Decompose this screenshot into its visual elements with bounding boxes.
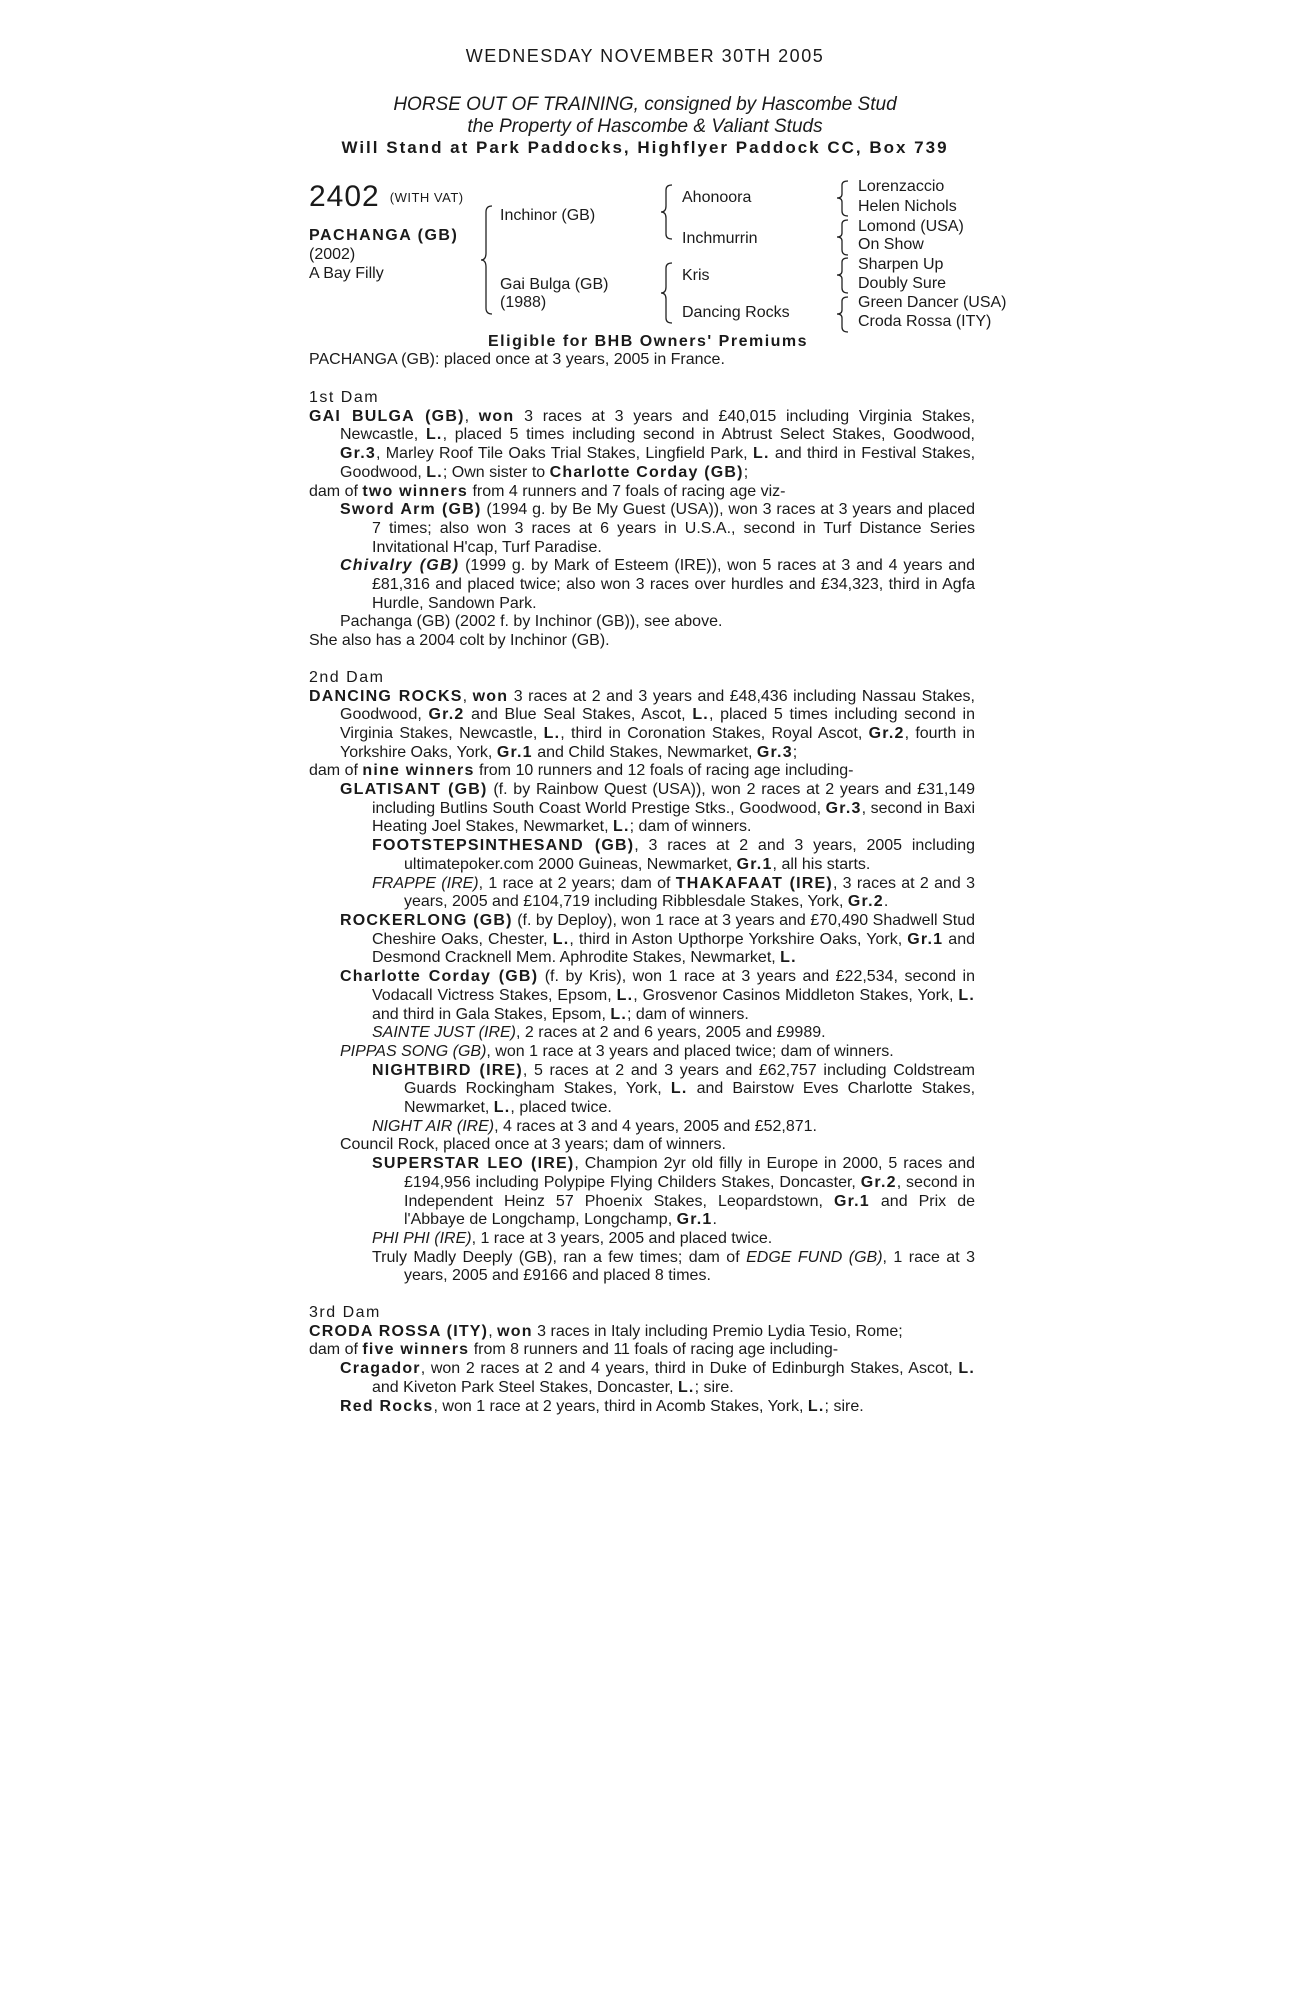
text-run: , 1 race at 3 years, 2005 and £9166 and placed 8 times. (404, 1248, 975, 1285)
stand-location: Will Stand at Park Paddocks, Highflyer Paddock CC, Box 739 (341, 138, 949, 157)
produce-charlotte-corday (309, 968, 975, 1024)
text-run: and Desmond Cracknell Mem. Aphrodite Stakes, Newmarket, (372, 930, 975, 967)
horse-year: (2002) (309, 246, 356, 263)
produce-truly-madly-deeply (309, 1249, 975, 1286)
text-run: (1999 g. by Mark of Esteem (IRE)), won 5 races at 3 and 4 years and £81,316 and placed twice; also won 3 races over hurdles and £34,323, third in Agfa Hurdle, Sandown Park. (372, 557, 976, 612)
text-run: and Child Stakes, Newmarket, (532, 743, 757, 761)
produce-sainte-just (309, 1024, 975, 1043)
pedigree-sire-sire: Ahonoora (682, 189, 752, 206)
text-run: Council Rock, placed once at 3 years; dam of winners. (340, 1136, 726, 1154)
text-run: , (464, 407, 479, 425)
text-run: won (478, 407, 515, 425)
text-run: , 2 races at 2 and 6 years, 2005 and £9989. (516, 1024, 826, 1042)
second-dam-heading: 2nd Dam (309, 668, 385, 686)
pedigree-g3-croda-rossa: Croda Rossa (ITY) (858, 313, 992, 330)
pedigree-g3-on-show: On Show (858, 236, 924, 253)
produce-2004-colt (309, 632, 975, 651)
third-dam-produce-summary (309, 1341, 975, 1360)
text-run: , placed 5 times including second in Abtrust Select Stakes, Goodwood, (442, 426, 975, 444)
text-run: and Bairstow Eves Charlotte Stakes, Newmarket, (404, 1080, 976, 1117)
pedigree-bracket-g3-3 (836, 257, 850, 294)
text-run: (1994 g. by Be My Guest (USA)), won 3 races at 3 years and placed 7 times; also won 3 races at 6 years in U.S.A., second in Turf Distance Series Invitational H'cap, Turf Paradise. (372, 501, 976, 556)
pedigree-bracket-g3-1 (836, 180, 850, 217)
text-run: NIGHTBIRD (IRE) (372, 1061, 523, 1079)
text-run: L. (692, 706, 709, 724)
first-dam-heading: 1st Dam (309, 389, 380, 406)
text-run: SAINTE JUST (IRE) (372, 1024, 517, 1042)
text-run: two winners (362, 482, 469, 500)
text-run: , Champion 2yr old filly in Europe in 2000, 5 races and £194,956 including Polypipe Flying Childers Stakes, Doncaster, (404, 1155, 976, 1191)
text-run: , 3 races at 2 and 3 years, 2005 including ultimatepoker.com 2000 Guineas, Newmarket, (404, 837, 975, 873)
text-run: , placed twice. (510, 1099, 612, 1117)
produce-superstar-leo (309, 1155, 975, 1230)
text-run: L. (958, 1360, 975, 1378)
text-run: dam of (309, 762, 363, 780)
text-run: ; dam of winners. (626, 1005, 749, 1023)
text-run: , 1 race at 3 years, 2005 and placed twice. (471, 1229, 773, 1247)
section-gap (309, 1286, 975, 1304)
text-run: and Prix de l'Abbaye de Longchamp, Longchamp, (404, 1192, 975, 1229)
text-run: L. (958, 986, 976, 1004)
text-run: SUPERSTAR LEO (IRE) (372, 1155, 575, 1173)
text-run: Charlotte Corday (GB) (549, 463, 744, 481)
text-run: She also has a 2004 colt by Inchinor (GB). (309, 632, 610, 650)
produce-night-air (309, 1118, 975, 1137)
text-run: Gr.2 (868, 724, 905, 742)
pedigree-dam-year: (1988) (500, 294, 547, 311)
text-run: L. (543, 724, 561, 742)
pedigree-g3-lorenzaccio: Lorenzaccio (858, 178, 945, 195)
text-run: L. (780, 949, 797, 967)
text-run: THAKAFAAT (IRE) (675, 874, 833, 892)
produce-pippas-song (309, 1043, 975, 1062)
text-run: , placed 5 times including second in Virginia Stakes, Newcastle, (340, 706, 976, 742)
produce-frappe (309, 875, 975, 912)
horse-info (309, 226, 458, 283)
produce-council-rock (309, 1136, 975, 1155)
text-run: . (712, 1211, 717, 1229)
text-run: , won 1 race at 2 years, third in Acomb Stakes, York, (433, 1397, 808, 1415)
text-run: Gr.2 (847, 893, 884, 911)
pedigree-g3-doubly-sure: Doubly Sure (858, 275, 947, 292)
text-run: CRODA ROSSA (ITY) (309, 1322, 489, 1340)
pedigree-g3-sharpen-up: Sharpen Up (858, 256, 944, 273)
text-run: ; sire. (824, 1397, 864, 1415)
text-run: won (472, 687, 509, 705)
text-run: dam of (309, 1341, 363, 1359)
section-gap (309, 651, 975, 669)
text-run: ; (743, 463, 749, 481)
text-run: FRAPPE (IRE) (372, 874, 479, 892)
text-run: L. (807, 1397, 825, 1415)
text-run: , second in Independent Heinz 57 Phoenix Stakes, Leopardstown, (404, 1173, 975, 1210)
text-run: ; (792, 743, 798, 761)
first-dam-record (309, 408, 975, 483)
text-run: Pachanga (GB) (2002 f. by Inchinor (GB)), see above. (340, 613, 723, 631)
produce-red-rocks (309, 1398, 975, 1417)
text-run: ; sire. (694, 1378, 734, 1396)
text-run: L. (616, 986, 634, 1004)
text-run: GLATISANT (GB) (340, 781, 488, 799)
produce-record (309, 389, 975, 1416)
pedigree-sire-dam: Inchmurrin (682, 230, 758, 247)
pedigree-bracket-g3-4 (836, 296, 850, 333)
produce-glatisant (309, 781, 975, 837)
vat-note: (WITH VAT) (389, 190, 464, 205)
produce-pachanga (309, 613, 975, 632)
pedigree-g3-green-dancer: Green Dancer (USA) (858, 294, 1007, 311)
text-run: L. (677, 1378, 695, 1396)
text-run: (f. by Deploy), won 1 race at 3 years and £70,490 Shadwell Stud Cheshire Oaks, Chester, (372, 911, 976, 948)
text-run: Gr.1 (676, 1211, 713, 1229)
text-run: ; Own sister to (442, 463, 550, 481)
produce-rockerlong (309, 912, 975, 968)
produce-cragador (309, 1360, 975, 1397)
text-run: 3 races at 2 and 3 years and £48,436 including Nassau Stakes, Goodwood, (340, 687, 976, 724)
text-run: FOOTSTEPSINTHESAND (GB) (372, 837, 635, 855)
text-run: from 4 runners and 7 foals of racing age viz- (468, 482, 786, 500)
text-run: Gr.1 (496, 743, 533, 761)
text-run: Gr.2 (860, 1173, 897, 1191)
horse-description: A Bay Filly (309, 265, 384, 282)
text-run: Red Rocks (340, 1397, 434, 1415)
text-run: from 10 runners and 12 foals of racing age including- (474, 762, 854, 780)
sale-date: WEDNESDAY NOVEMBER 30TH 2005 (465, 46, 825, 66)
text-run: , 1 race at 2 years; dam of (478, 874, 676, 892)
text-run: L. (425, 426, 443, 444)
text-run: , won 1 race at 3 years and placed twice; dam of winners. (486, 1042, 894, 1060)
text-run: NIGHT AIR (IRE) (372, 1117, 495, 1135)
text-run: GAI BULGA (GB) (309, 407, 465, 425)
text-run: Chivalry (GB) (340, 557, 460, 575)
pedigree-bracket-sire (660, 184, 674, 240)
text-run: , fourth in Yorkshire Oaks, York, (340, 724, 976, 761)
text-run: , 3 races at 2 and 3 years, 2005 and £104,719 including Ribblesdale Stakes, York, (404, 874, 975, 911)
text-run: Gr.1 (833, 1192, 870, 1210)
text-run: , won 2 races at 2 and 4 years, third in Duke of Edinburgh Stakes, Ascot, (420, 1360, 959, 1378)
text-run: L. (552, 930, 570, 948)
text-run: nine winners (362, 762, 475, 780)
consignment-line-1: HORSE OUT OF TRAINING, consigned by Hascombe Stud (393, 94, 897, 115)
first-dam-produce-summary (309, 483, 975, 502)
text-run: L. (670, 1080, 688, 1098)
text-run: and third in Festival Stakes, Goodwood, (340, 445, 976, 481)
text-run: . (883, 893, 889, 911)
second-dam-record (309, 688, 975, 763)
text-run: , second in Baxi Heating Joel Stakes, Newmarket, (372, 799, 975, 836)
text-run: , Marley Roof Tile Oaks Trial Stakes, Lingfield Park, (375, 445, 753, 463)
text-run: , third in Coronation Stakes, Royal Ascot, (560, 724, 869, 742)
text-run: ROCKERLONG (GB) (340, 911, 513, 929)
produce-sword-arm (309, 501, 975, 557)
text-run: Truly Madly Deeply (GB), ran a few times; dam of (372, 1248, 747, 1266)
text-run: Gr.3 (756, 743, 793, 761)
text-run: PHI PHI (IRE) (372, 1229, 472, 1247)
text-run: (f. by Kris), won 1 race at 3 years and £22,534, second in Vodacall Victress Stakes, Epsom, (372, 968, 975, 1004)
text-run: (f. by Rainbow Quest (USA)), won 2 races at 2 years and £31,149 including Butlins South Coast World Prestige Stks., Goodwood, (372, 781, 976, 817)
text-run: five winners (362, 1341, 470, 1359)
produce-nightbird (309, 1062, 975, 1118)
lot-number-value: 2402 (309, 180, 380, 213)
text-run: Gr.3 (825, 799, 862, 817)
text-run: and third in Gala Stakes, Epsom, (372, 1005, 611, 1023)
pedigree-dam-sire: Kris (682, 267, 710, 284)
text-run: and Kiveton Park Steel Stakes, Doncaster, (372, 1378, 678, 1396)
text-run: L. (752, 445, 770, 463)
pedigree-bracket-gen1 (480, 205, 494, 315)
text-run: PIPPAS SONG (GB) (340, 1042, 487, 1060)
lot-number (309, 180, 464, 214)
text-run: , 4 races at 3 and 4 years, 2005 and £52,871. (494, 1117, 817, 1135)
text-run: Gr.2 (428, 706, 465, 724)
pedigree-g3-helen-nichols: Helen Nichols (858, 198, 957, 215)
second-dam-produce-summary (309, 762, 975, 781)
third-dam-record (309, 1323, 975, 1342)
text-run: L. (493, 1099, 511, 1117)
text-run: , all his starts. (772, 855, 871, 873)
pedigree-bracket-g3-2 (836, 219, 850, 256)
text-run: , (462, 687, 473, 705)
text-run: Gr.1 (736, 855, 773, 873)
race-summary: PACHANGA (GB): placed once at 3 years, 2005 in France. (309, 351, 725, 368)
text-run: Gr.1 (907, 930, 944, 948)
produce-chivalry (309, 557, 975, 613)
pedigree-g3-lomond: Lomond (USA) (858, 218, 964, 235)
text-run: L. (613, 818, 630, 836)
consignment-line-2: the Property of Hascombe & Valiant Studs (467, 116, 823, 137)
text-run: DANCING ROCKS (309, 687, 463, 705)
text-run: Charlotte Corday (GB) (340, 968, 539, 986)
text-run: Sword Arm (GB) (340, 501, 482, 519)
text-run: L. (610, 1005, 627, 1023)
text-run: L. (426, 463, 443, 481)
horse-name: PACHANGA (GB) (309, 227, 459, 244)
pedigree-dam-dam: Dancing Rocks (682, 304, 790, 321)
pedigree-dam: Gai Bulga (GB) (500, 276, 609, 293)
text-run: Gr.3 (340, 445, 376, 463)
text-run: , (488, 1322, 498, 1340)
pedigree-bracket-dam (660, 262, 674, 324)
premium-eligibility: Eligible for BHB Owners' Premiums (488, 333, 809, 350)
text-run: and Blue Seal Stakes, Ascot, (464, 706, 693, 724)
text-run: 3 races in Italy including Premio Lydia Tesio, Rome; (532, 1322, 903, 1340)
text-run: won (497, 1322, 533, 1340)
text-run: , third in Aston Upthorpe Yorkshire Oaks, York, (569, 930, 908, 948)
text-run: EDGE FUND (GB) (746, 1248, 883, 1266)
text-run: dam of (309, 482, 363, 500)
text-run: ; dam of winners. (629, 818, 752, 836)
text-run: 3 races at 3 years and £40,015 including Virginia Stakes, Newcastle, (340, 407, 975, 444)
pedigree-sire: Inchinor (GB) (500, 207, 596, 224)
produce-footstepsinthesand (309, 837, 975, 874)
text-run: , Grosvenor Casinos Middleton Stakes, York, (633, 986, 959, 1004)
produce-phi-phi (309, 1230, 975, 1249)
text-run: , 5 races at 2 and 3 years and £62,757 including Coldstream Guards Rockingham Stakes, York, (404, 1061, 976, 1098)
text-run: from 8 runners and 11 foals of racing age including- (469, 1341, 839, 1359)
text-run: Cragador (340, 1360, 421, 1378)
third-dam-heading: 3rd Dam (309, 1304, 381, 1322)
